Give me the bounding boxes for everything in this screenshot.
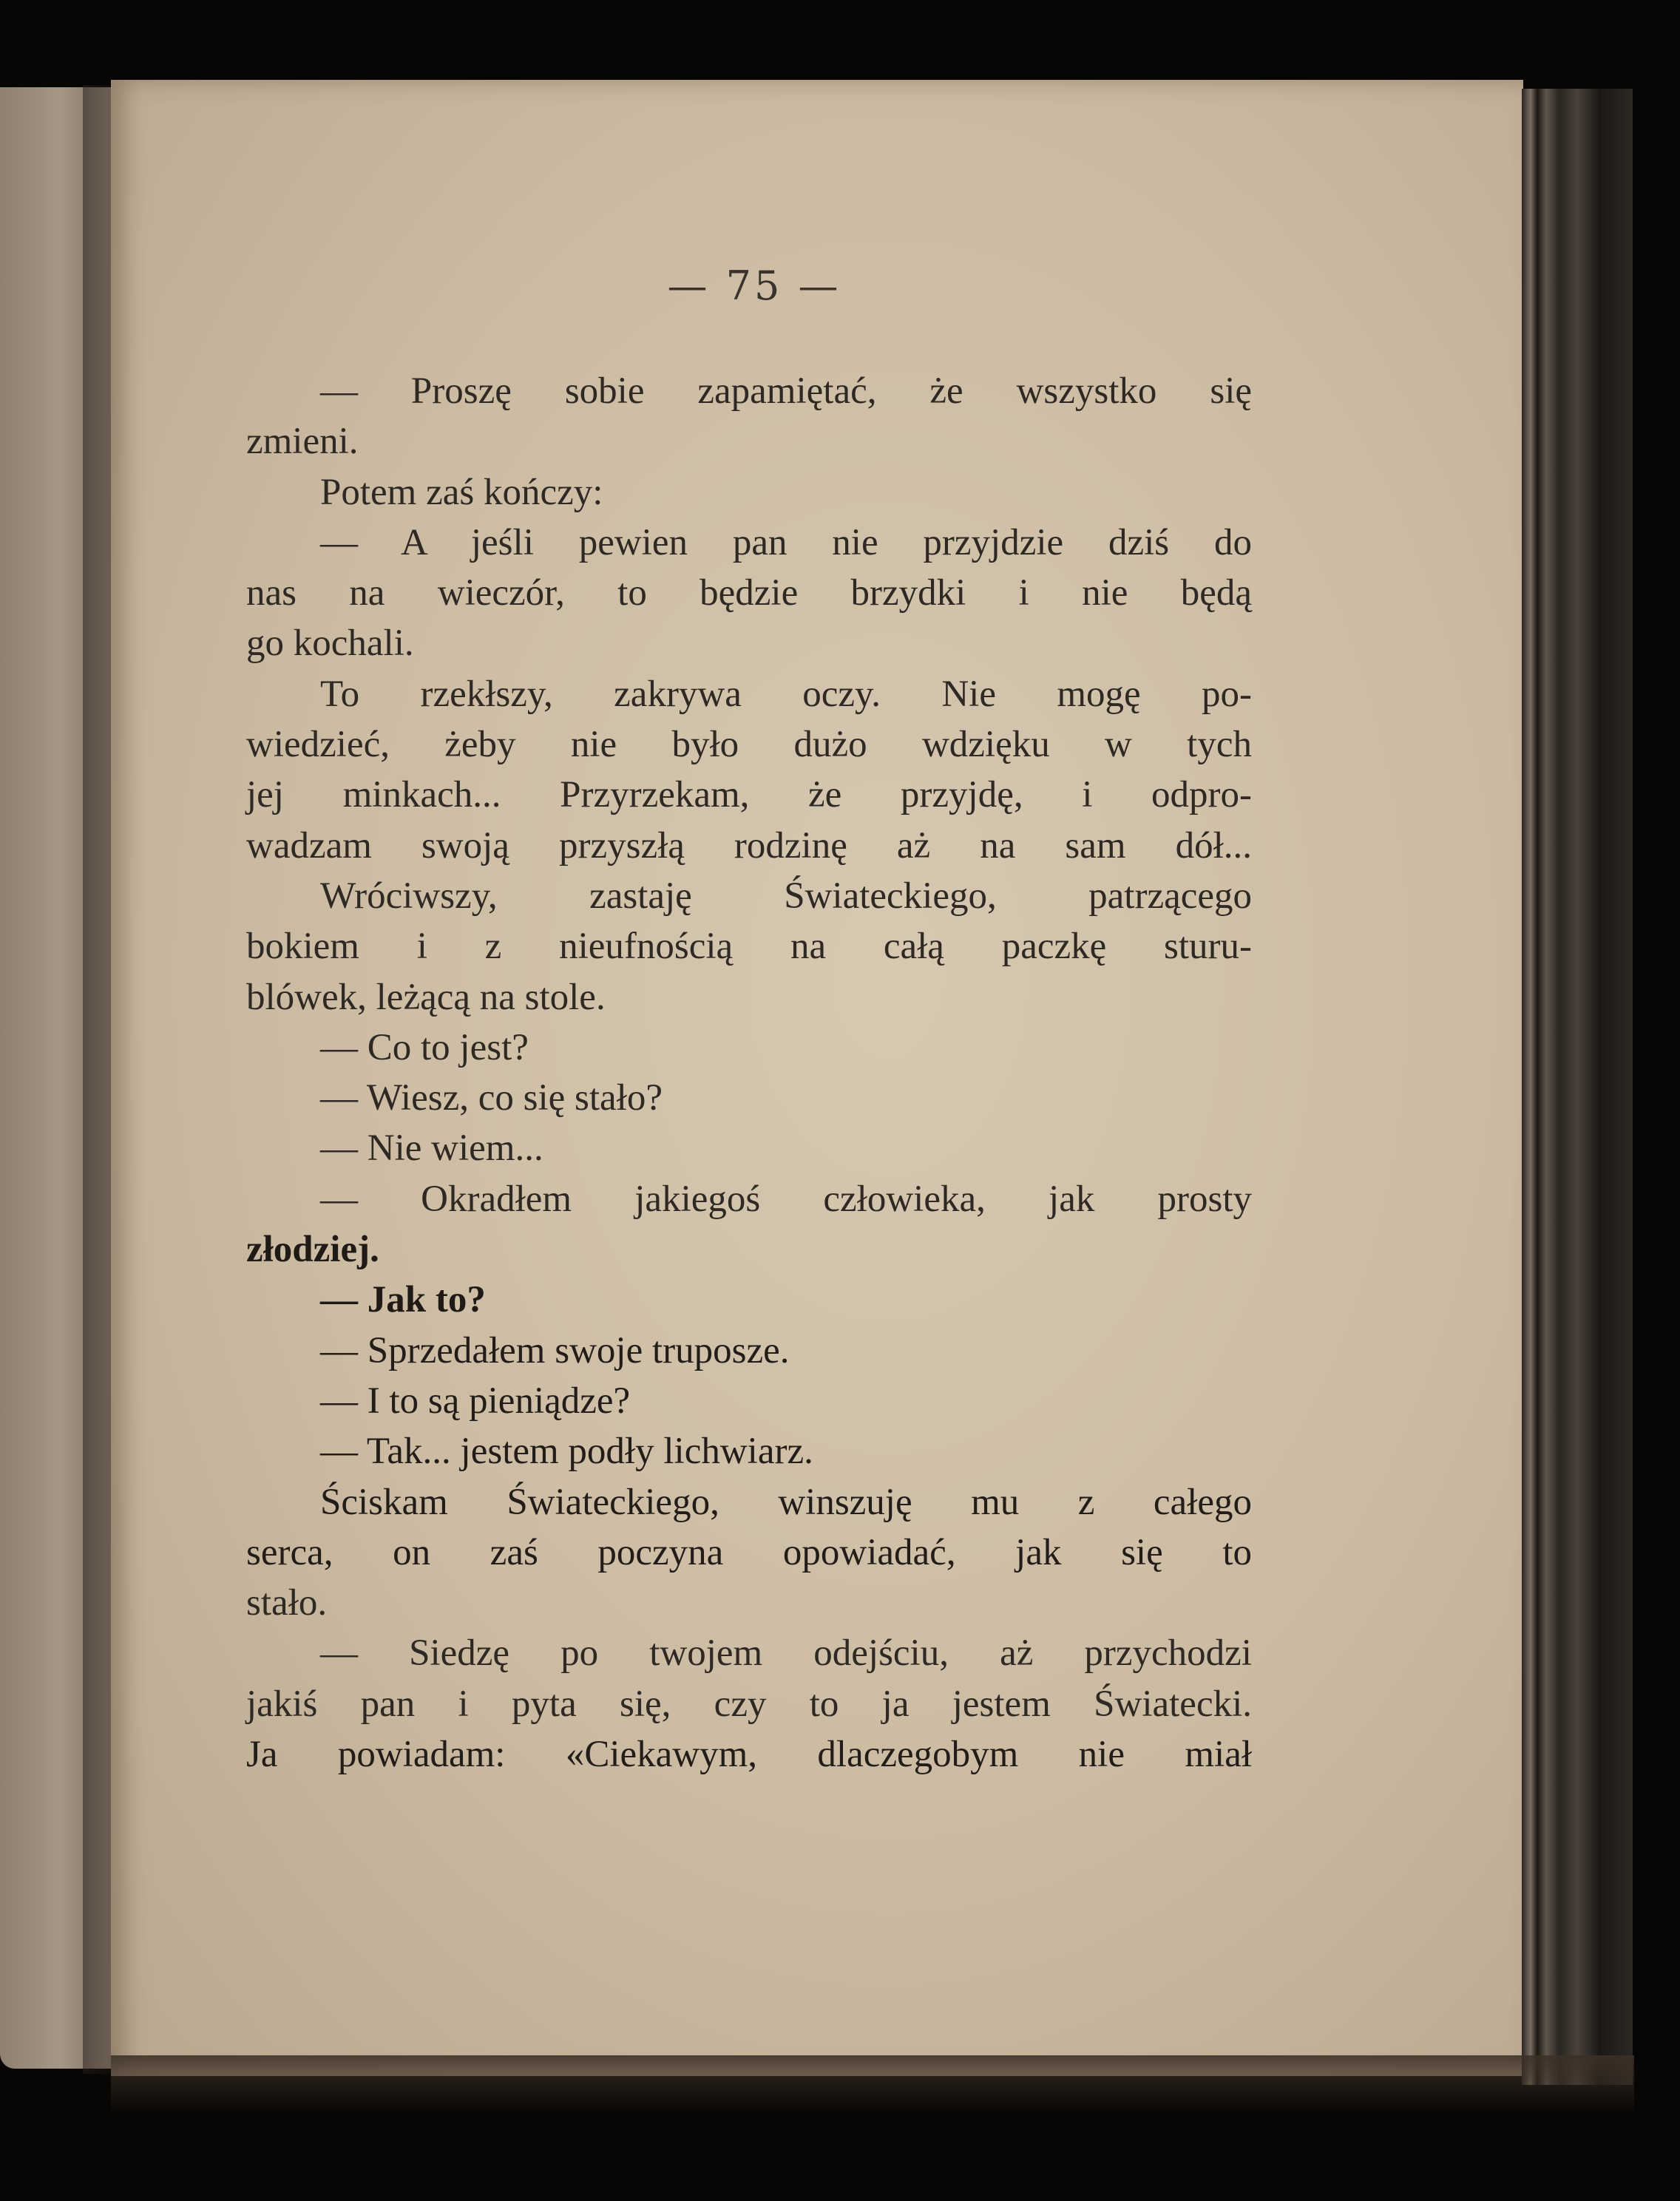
text-line: Wróciwszy, zastaję Świateckiego, patrzącego: [320, 875, 1252, 917]
text-line: stało.: [246, 1582, 328, 1624]
text-line: — Tak... jestem podły lichwiarz.: [320, 1431, 813, 1473]
text-line: — Co to jest?: [320, 1026, 529, 1068]
text-line: To rzekłszy, zakrywa oczy. Nie mogę po-: [320, 673, 1252, 715]
text-line: — Jak to?: [320, 1279, 486, 1321]
text-line: — Nie wiem...: [320, 1127, 543, 1170]
page-number: — 75 —: [667, 262, 841, 309]
text-line: blówek, leżącą na stole.: [246, 976, 606, 1018]
text-line: zmieni.: [246, 421, 359, 463]
page-text: [246, 366, 1252, 1780]
page-edge-stack: [1522, 89, 1633, 2085]
text-line: wadzam swoją przyszłą rodzinę aż na sam dół...: [246, 824, 1252, 867]
text-line: Potem zaś kończy:: [320, 471, 603, 513]
text-line: — I to są pieniądze?: [320, 1380, 631, 1422]
bottom-shadow: [111, 2055, 1634, 2114]
text-line: — A jeśli pewien pan nie przyjdzie dziś do: [320, 521, 1252, 563]
text-line: — Siedzę po twojem odejściu, aż przychodzi: [320, 1632, 1252, 1675]
text-line: jej minkach... Przyrzekam, że przyjdę, i odpro-: [246, 774, 1252, 816]
text-line: Ściskam Świateckiego, winszuję mu z całego: [320, 1481, 1252, 1523]
text-line: — Wiesz, co się stało?: [320, 1077, 663, 1119]
text-line: nas na wieczór, to będzie brzydki i nie będą: [246, 572, 1252, 614]
text-line: — Okradłem jakiegoś człowieka, jak prosty: [320, 1178, 1252, 1220]
text-line: serca, on zaś poczyna opowiadać, jak się to: [246, 1531, 1252, 1573]
text-line: — Sprzedałem swoje truposze.: [320, 1329, 790, 1371]
text-line: go kochali.: [246, 623, 414, 665]
text-line: jakiś pan i pyta się, czy to ja jestem Światecki.: [246, 1683, 1252, 1725]
text-line: Ja powiadam: «Ciekawym, dlaczegobym nie miał: [246, 1734, 1252, 1776]
text-line: wiedzieć, żeby nie było dużo wdzięku w tych: [246, 724, 1252, 766]
text-line: bokiem i z nieufnością na całą paczkę sturu-: [246, 926, 1252, 968]
text-line: złodziej.: [246, 1229, 379, 1271]
text-line: — Proszę sobie zapamiętać, że wszystko się: [320, 370, 1252, 412]
